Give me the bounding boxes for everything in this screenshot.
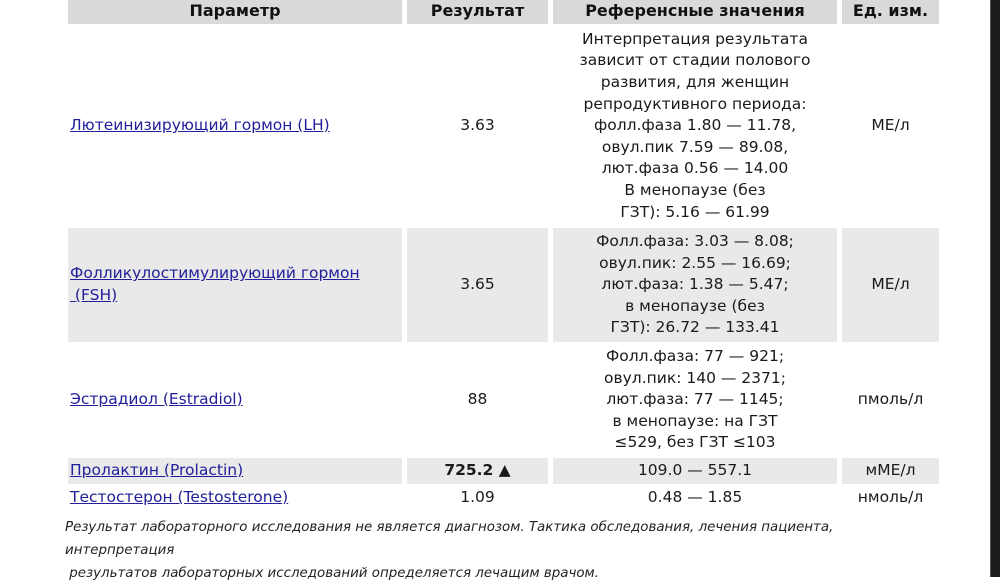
reference-cell: [553, 24, 837, 228]
reference-line: Интерпретация результата: [582, 29, 808, 48]
reference-cell: [553, 228, 837, 342]
reference-line: ≤529, без ГЗТ ≤103: [614, 433, 776, 452]
header-unit: Ед. изм.: [842, 0, 939, 24]
reference-line: овул.пик: 2.55 — 16.69;: [599, 253, 791, 272]
unit-cell: МЕ/л: [842, 228, 939, 342]
reference-line: ГЗТ): 5.16 — 61.99: [620, 202, 770, 221]
result-cell: 88: [467, 390, 488, 409]
footnote-line: Результат лабораторного исследования не является диагнозом. Тактика обследования, лечения пациента, интерпретация: [65, 520, 834, 558]
reference-line: лют.фаза: 77 — 1145;: [606, 390, 784, 409]
parameter-link-prolactin[interactable]: Пролактин (Prolactin): [70, 461, 244, 480]
unit-cell: нмоль/л: [857, 488, 924, 507]
reference-cell: 109.0 — 557.1: [553, 458, 837, 484]
table-row: [68, 458, 939, 484]
reference-line: овул.пик 7.59 — 89.08,: [601, 137, 789, 156]
result-cell: 3.63: [460, 116, 495, 135]
unit-cell: мМЕ/л: [842, 458, 939, 484]
parameter-cell: [68, 458, 402, 484]
reference-line: зависит от стадии полового: [579, 51, 811, 70]
reference-line: ГЗТ): 26.72 — 133.41: [610, 318, 780, 337]
reference-line: репродуктивного периода:: [583, 94, 807, 113]
parameter-link-fsh[interactable]: [70, 263, 400, 306]
reference-line: лют.фаза 0.56 — 14.00: [601, 159, 789, 178]
parameter-cell: [68, 228, 402, 342]
reference-cell: 0.48 — 1.85: [647, 488, 743, 507]
reference-line: В менопаузе (без: [624, 180, 766, 199]
footnote-line: результатов лабораторных исследований определяется лечащим врачом.: [65, 566, 599, 581]
parameter-link-testosterone[interactable]: Тестостерон (Testosterone): [70, 488, 289, 507]
parameter-cell: [68, 24, 402, 228]
table-header-row: [68, 0, 939, 24]
parameter-link-lh[interactable]: Лютеинизирующий гормон (LH): [70, 116, 330, 135]
table-row: [68, 342, 939, 458]
reference-line: Фолл.фаза: 77 — 921;: [605, 347, 785, 366]
unit-cell: МЕ/л: [871, 116, 910, 135]
table-row: [68, 24, 939, 228]
result-cell: 1.09: [460, 488, 495, 507]
header-parameter: Параметр: [68, 0, 402, 24]
result-cell-high: 725.2 ▲: [407, 458, 548, 484]
table-row: [68, 484, 939, 512]
header-reference: Референсные значения: [553, 0, 837, 24]
parameter-cell: [68, 342, 402, 458]
reference-line: развития, для женщин: [600, 73, 790, 92]
reference-line: овул.пик: 140 — 2371;: [604, 368, 786, 387]
table-row: [68, 228, 939, 342]
reference-line: фолл.фаза 1.80 — 11.78,: [593, 116, 797, 135]
parameter-link-estradiol[interactable]: Эстрадиол (Estradiol): [70, 390, 243, 409]
parameter-link-line: (FSH): [70, 286, 118, 304]
lab-results-table: [63, 0, 944, 512]
window-edge: [990, 0, 1000, 577]
reference-cell: [553, 342, 837, 458]
header-result: Результат: [407, 0, 548, 24]
disclaimer-footnote: [65, 516, 945, 585]
reference-line: в менопаузе (без: [625, 296, 765, 315]
result-cell: 3.65: [407, 228, 548, 342]
unit-cell: пмоль/л: [857, 390, 924, 409]
parameter-link-line: Фолликулостимулирующий гормон: [70, 264, 360, 283]
reference-line: в менопаузе: на ГЗТ: [612, 411, 778, 430]
reference-line: Фолл.фаза: 3.03 — 8.08;: [596, 232, 794, 251]
reference-line: лют.фаза: 1.38 — 5.47;: [601, 275, 789, 294]
parameter-cell: [68, 484, 402, 512]
